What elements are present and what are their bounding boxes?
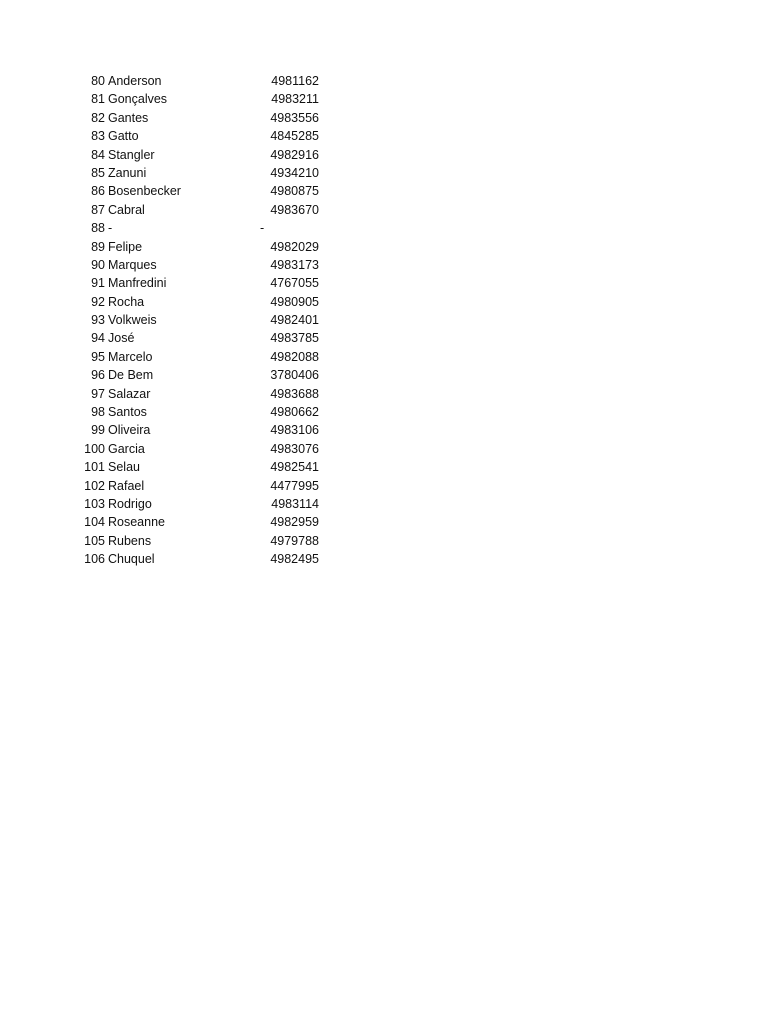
- list-item: [76, 495, 336, 513]
- row-number: 81: [91, 92, 105, 107]
- list-item: [76, 238, 336, 256]
- row-code: 4982088: [270, 349, 319, 364]
- list-item: [76, 385, 336, 403]
- list-item: [76, 311, 336, 329]
- list-item: [76, 329, 336, 347]
- row-name: Santos: [108, 405, 147, 420]
- row-code: -: [260, 221, 265, 236]
- row-number: 103: [84, 496, 105, 511]
- list-item: [76, 256, 336, 274]
- list-item: [76, 127, 336, 145]
- row-code: 4983173: [270, 257, 319, 272]
- list-item: [76, 513, 336, 531]
- row-code: 4980662: [270, 405, 319, 420]
- row-number: 100: [84, 441, 105, 456]
- row-name: Salazar: [108, 386, 151, 401]
- row-code: 4983076: [270, 441, 319, 456]
- row-code: 4982029: [270, 239, 319, 254]
- row-code: 4983114: [271, 496, 319, 511]
- list-item: [76, 366, 336, 384]
- row-code: 4982541: [270, 460, 319, 475]
- row-number: 91: [91, 276, 105, 291]
- record-list: [76, 72, 336, 569]
- row-code: 4983211: [271, 92, 319, 107]
- row-name: Zanuni: [108, 165, 147, 180]
- row-name: Manfredini: [108, 276, 167, 291]
- list-item: [76, 90, 336, 108]
- list-item: [76, 403, 336, 421]
- row-name: Selau: [108, 460, 140, 475]
- row-number: 88: [91, 221, 105, 236]
- row-code: 4934210: [270, 165, 319, 180]
- list-item: [76, 182, 336, 200]
- row-name: Roseanne: [108, 515, 165, 530]
- list-item: [76, 219, 336, 237]
- row-name: Rodrigo: [108, 496, 152, 511]
- row-name: Gonçalves: [108, 92, 168, 107]
- row-number: 98: [91, 405, 105, 420]
- row-code: 4980905: [270, 294, 319, 309]
- row-name: -: [108, 221, 113, 236]
- row-number: 93: [91, 313, 105, 328]
- row-number: 97: [91, 386, 105, 401]
- row-number: 92: [91, 294, 105, 309]
- row-name: Marques: [108, 257, 157, 272]
- row-number: 105: [84, 533, 105, 548]
- row-name: Oliveira: [108, 423, 151, 438]
- row-number: 84: [91, 147, 105, 162]
- row-code: 4982959: [270, 515, 319, 530]
- row-number: 96: [91, 368, 105, 383]
- row-name: Anderson: [108, 74, 162, 88]
- row-code: 4982495: [270, 552, 319, 567]
- row-number: 83: [91, 129, 105, 144]
- row-code: 4980875: [270, 184, 319, 199]
- row-code: 4477995: [270, 478, 319, 493]
- row-code: 4982401: [270, 313, 319, 328]
- list-item: [76, 477, 336, 495]
- row-code: 4983688: [270, 386, 319, 401]
- row-number: 82: [91, 110, 105, 125]
- row-name: Rafael: [108, 478, 145, 493]
- list-item: [76, 201, 336, 219]
- row-number: 85: [91, 165, 105, 180]
- row-name: Volkweis: [108, 313, 157, 328]
- row-code: 4982916: [270, 147, 319, 162]
- row-number: 89: [91, 239, 105, 254]
- row-name: Rocha: [108, 294, 145, 309]
- row-code: 4981162: [271, 74, 319, 88]
- list-item: [76, 109, 336, 127]
- list-item: [76, 550, 336, 568]
- list-item: [76, 164, 336, 182]
- row-number: 99: [91, 423, 105, 438]
- row-name: Gatto: [108, 129, 139, 144]
- row-name: Garcia: [108, 441, 145, 456]
- row-number: 94: [91, 331, 105, 346]
- row-code: 4983670: [270, 202, 319, 217]
- list-item: [76, 421, 336, 439]
- row-code: 4983556: [270, 110, 319, 125]
- row-code: 4983785: [270, 331, 319, 346]
- list-item: [76, 293, 336, 311]
- row-code: 4845285: [270, 129, 319, 144]
- row-name: Rubens: [108, 533, 152, 548]
- row-name: Marcelo: [108, 349, 153, 364]
- row-number: 104: [84, 515, 105, 530]
- row-name: Bosenbecker: [108, 184, 181, 199]
- list-item: [76, 440, 336, 458]
- row-name: De Bem: [108, 368, 154, 383]
- row-number: 87: [91, 202, 105, 217]
- row-code: 4767055: [270, 276, 319, 291]
- list-item: [76, 458, 336, 476]
- row-number: 90: [91, 257, 105, 272]
- row-number: 102: [84, 478, 105, 493]
- row-code: 3780406: [270, 368, 319, 383]
- row-name: Stangler: [108, 147, 155, 162]
- list-item: [76, 348, 336, 366]
- row-name: José: [108, 331, 135, 346]
- row-name: Gantes: [108, 110, 149, 125]
- row-name: Cabral: [108, 202, 145, 217]
- list-item: [76, 532, 336, 550]
- list-item: [76, 146, 336, 164]
- row-number: 86: [91, 184, 105, 199]
- row-code: 4979788: [270, 533, 319, 548]
- row-number: 80: [91, 74, 105, 88]
- row-name: Chuquel: [108, 552, 155, 567]
- row-number: 101: [84, 460, 105, 475]
- list-item: [76, 274, 336, 292]
- row-number: 106: [84, 552, 105, 567]
- list-item: [76, 72, 336, 90]
- row-code: 4983106: [270, 423, 319, 438]
- row-name: Felipe: [108, 239, 143, 254]
- row-number: 95: [91, 349, 105, 364]
